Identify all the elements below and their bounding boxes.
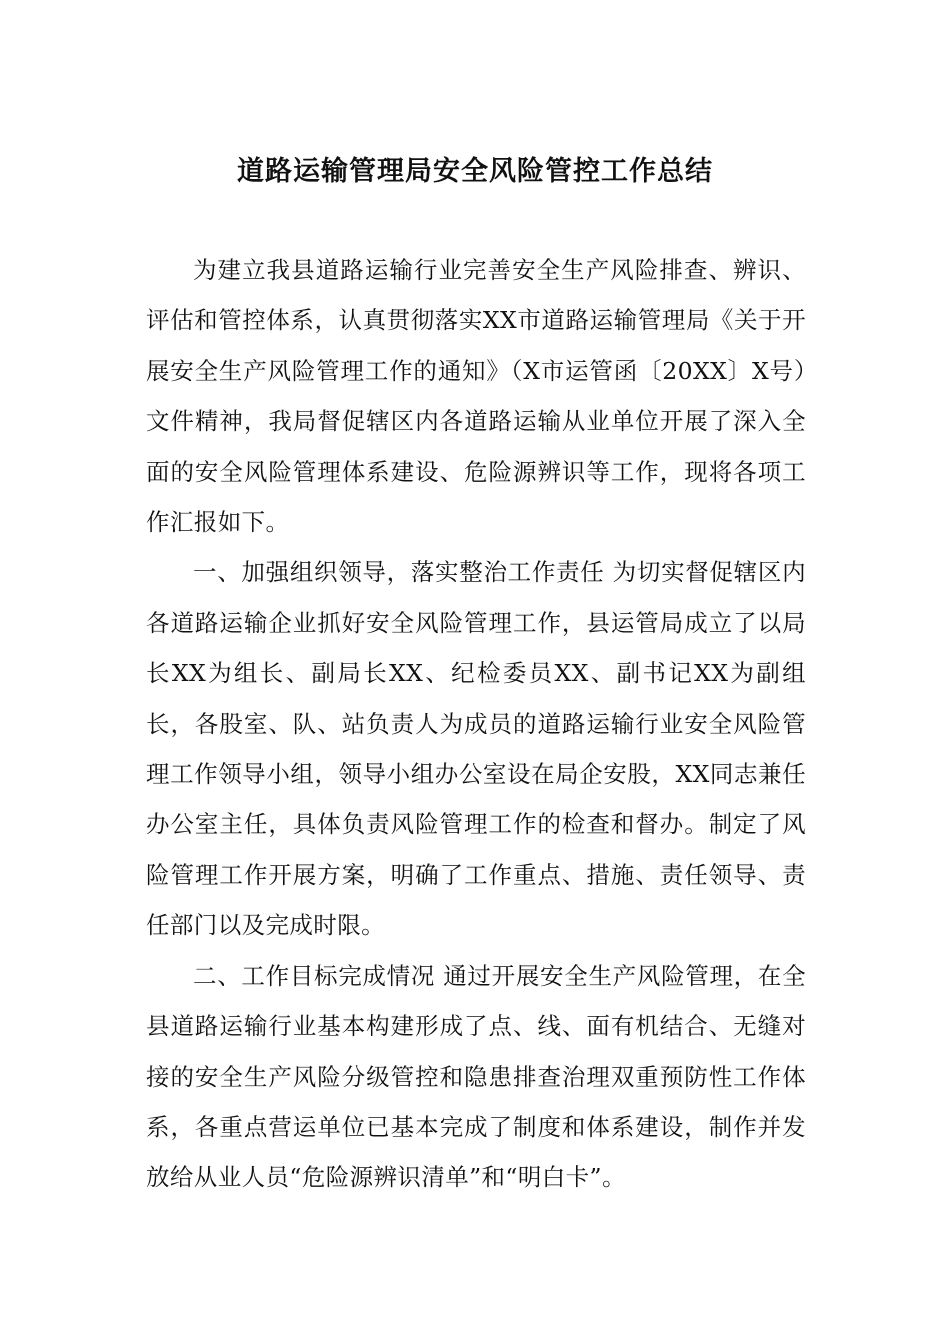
document-title: 道路运输管理局安全风险管控工作总结 xyxy=(237,156,713,187)
paragraph-intro: 为建立我县道路运输行业完善安全生产风险排查、辨识、评估和管控体系，认真贯彻落实XX市道路运输管理局《关于开展安全生产风险管理工作的通知》（X市运管函〔20XX〕X号）文件精神，我局督促辖区内各道路运输从业单位开展了深入全面的安全风险管理体系建设、危险源辨识等工作，现将各项工作汇报如下。 xyxy=(146,256,806,537)
paragraph-section-2: 二、工作目标完成情况 通过开展安全生产风险管理，在全县道路运输行业基本构建形成了点、线、面有机结合、无缝对接的安全生产风险分级管控和隐患排查治理双重预防性工作体系，各重点营运单位已基本完成了制度和体系建设，制作并发放给从业人员“危险源辨识清单”和“明白卡”。 xyxy=(146,961,806,1192)
document-body xyxy=(146,245,806,1203)
paragraph-section-1: 一、加强组织领导，落实整治工作责任 为切实督促辖区内各道路运输企业抓好安全风险管理工作，县运管局成立了以局长XX为组长、副局长XX、纪检委员XX、副书记XX为副组长，各股室、队、站负责人为成员的道路运输行业安全风险管理工作领导小组，领导小组办公室设在局企安股，XX同志兼任办公室主任，具体负责风险管理工作的检查和督办。制定了风险管理工作开展方案，明确了工作重点、措施、责任领导、责任部门以及完成时限。 xyxy=(146,558,806,940)
